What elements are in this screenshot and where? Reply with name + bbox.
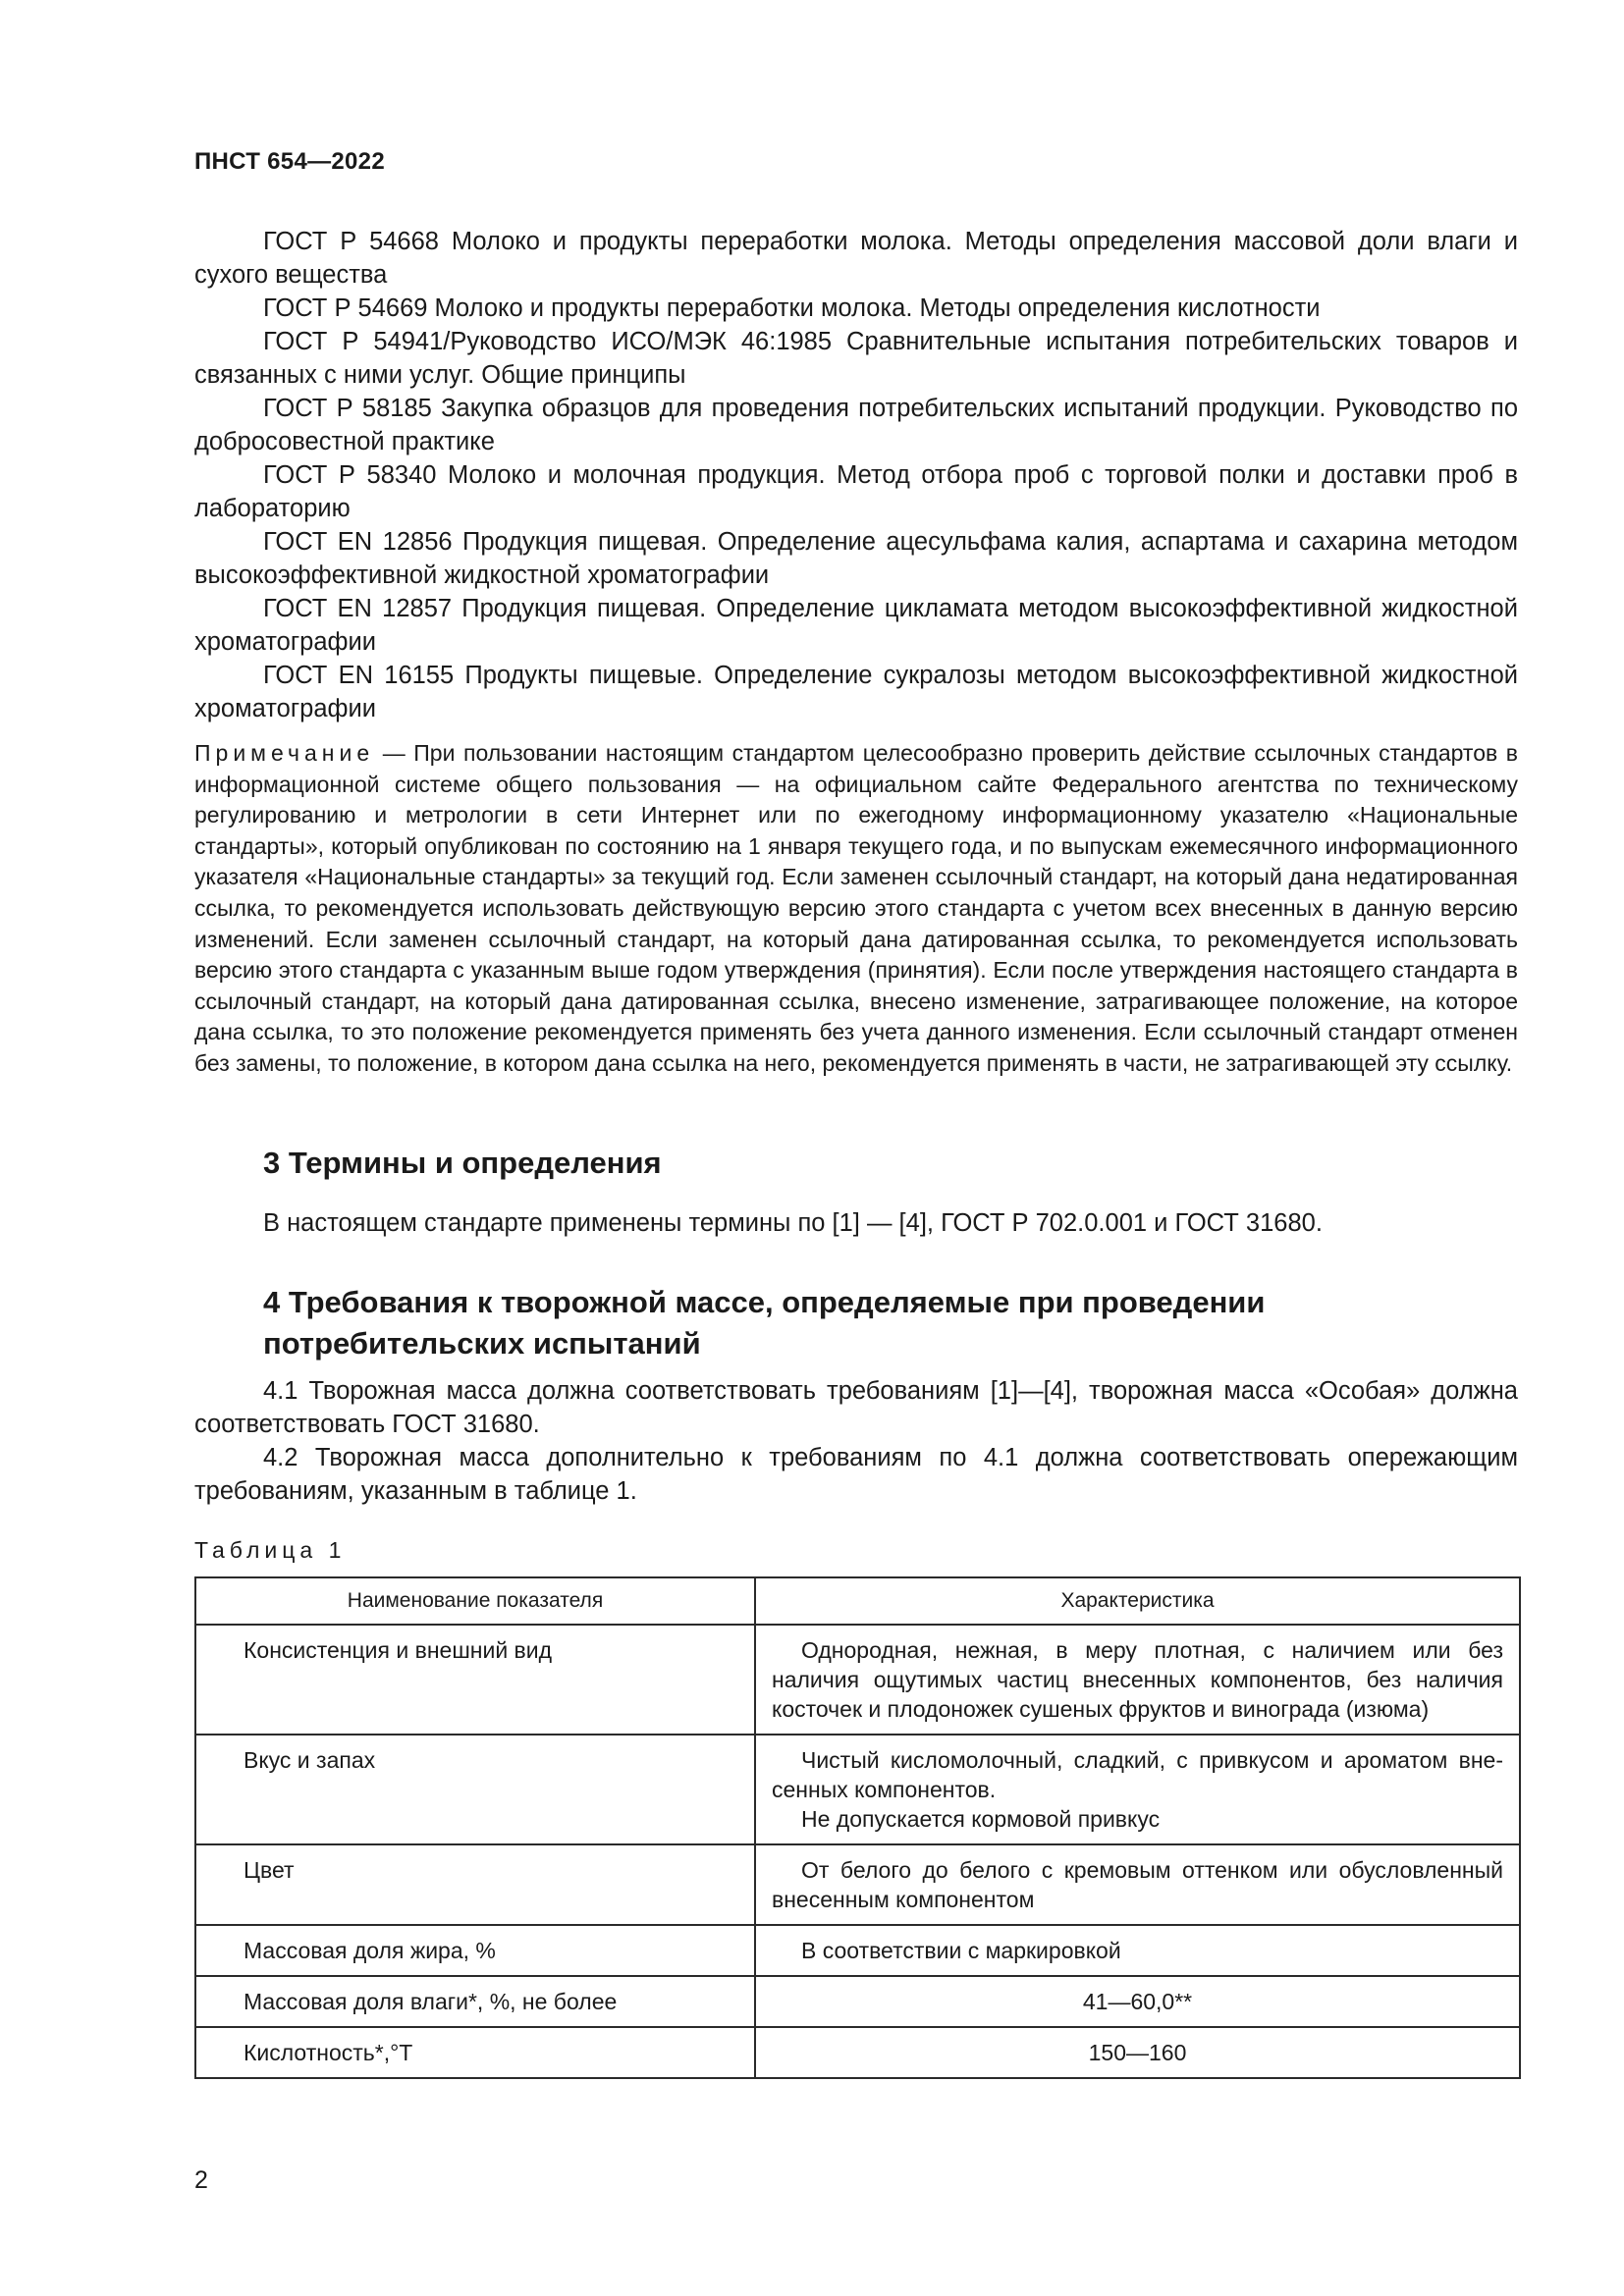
indicator-cell: Массовая доля влаги*, %, не более [195, 1976, 755, 2027]
note-text: — При пользовании настоящим стандартом целесообразно проверить действие ссылочных стандартов в информационной системе общего пользования — на официальном сайте Федерального агентства по техническому регулированию и метрологии в сети Интернет или по ежегодному информационному указателю «Национальные стандарты», который опубликован по состоянию на 1 января текущего года, и по выпускам ежемесячного информационного указателя «Национальные стандарты» за текущий год. Если заменен ссылочный стандарт, на который дана недатированная ссылка, то рекомендуется использовать действующую версию этого стандарта с учетом всех внесенных в данную версию изменений. Если заменен ссылочный стандарт, на который дана датированная ссылка, то рекомендуется использовать версию этого стандарта с указанным выше годом утверждения (принятия). Если после утверждения настоящего стандарта в ссылочный стандарт, на который дана датированная ссылка, внесено изменение, затрагивающее положение, на которое дана ссылка, то это положение рекомендуется применять без учета данного изменения. Если ссылочный стандарт отменен без замены, то положение, в котором дана ссылка на него, рекомендуется применять в части, не затрагивающей эту ссылку. [194, 740, 1518, 1076]
indicator-cell: Кислотность*,°Т [195, 2027, 755, 2078]
characteristic-text: Не допускается кормовой привкус [801, 1806, 1161, 1832]
characteristic-cell [755, 1625, 1520, 1735]
section-4-paragraph-1: 4.1 Творожная масса должна соответствовать требованиям [1]—[4], творожная масса «Особая» должна соответствовать ГОСТ 31680. [194, 1377, 1518, 1438]
indicator-cell: Цвет [195, 1844, 755, 1925]
characteristic-text: Однородная, нежная, в меру плотная, с наличием или без наличия ощутимых частиц внесенных компонентов, без наличия косточек и плодоножек сушеных фруктов и винограда (изюма) [772, 1637, 1503, 1722]
reference-item: ГОСТ Р 54668 Молоко и продукты переработки молока. Методы определения массовой доли влаги и сухого вещества [194, 228, 1518, 289]
characteristic-text: В соответствии с маркировкой [801, 1938, 1121, 1963]
reference-item: ГОСТ Р 58185 Закупка образцов для проведения потребительских испытаний продукции. Руководство по добросовестной практике [194, 395, 1518, 455]
normative-references-list [194, 225, 1518, 725]
requirements-table [194, 1576, 1521, 2079]
table-header-row [195, 1577, 1520, 1625]
characteristic-cell [755, 1735, 1520, 1844]
characteristic-cell [755, 1925, 1520, 1976]
note-label: Примечание [194, 740, 375, 766]
column-header-characteristic: Характеристика [755, 1577, 1520, 1625]
section-3-body [194, 1206, 1518, 1240]
document-id-header: ПНСТ 654—2022 [194, 148, 385, 175]
characteristic-cell [755, 1844, 1520, 1925]
reference-item: ГОСТ EN 16155 Продукты пищевые. Определение сукралозы методом высокоэффективной жидкостной хроматографии [194, 662, 1518, 722]
column-header-indicator: Наименование показателя [195, 1577, 755, 1625]
characteristic-cell: 41—60,0** [755, 1976, 1520, 2027]
section-3-heading: 3 Термины и определения [263, 1146, 662, 1180]
table-row [195, 1735, 1520, 1844]
table-row [195, 1925, 1520, 1976]
characteristic-text: Чистый кисломолочный, сладкий, с привкусом и ароматом внесенных компонентов. [772, 1747, 1503, 1802]
table-row [195, 1625, 1520, 1735]
characteristic-cell: 150—160 [755, 2027, 1520, 2078]
reference-item: ГОСТ EN 12856 Продукция пищевая. Определение ацесульфама калия, аспартама и сахарина методом высокоэффективной жидкостной хроматографии [194, 528, 1518, 589]
reference-item: ГОСТ EN 12857 Продукция пищевая. Определение цикламата методом высокоэффективной жидкостной хроматографии [194, 595, 1518, 656]
references-note [194, 738, 1518, 1080]
note-paragraph [194, 738, 1518, 1080]
page-number: 2 [194, 2166, 208, 2194]
indicator-cell: Консистенция и внешний вид [195, 1625, 755, 1735]
table-row [195, 2027, 1520, 2078]
reference-item: ГОСТ Р 58340 Молоко и молочная продукция. Метод отбора проб с торговой полки и доставки проб в лабораторию [194, 461, 1518, 522]
characteristic-text: От белого до белого с кремовым оттенком или обусловленный внесенным компонентом [772, 1857, 1503, 1912]
reference-item: ГОСТ Р 54941/Руководство ИСО/МЭК 46:1985 Сравнительные испытания потребительских товаров и связанных с ними услуг. Общие принципы [194, 328, 1518, 389]
section-3-paragraph: В настоящем стандарте применены термины по [1] — [4], ГОСТ Р 702.0.001 и ГОСТ 31680. [263, 1209, 1323, 1237]
table-caption: Таблица 1 [194, 1537, 347, 1563]
table-row [195, 1844, 1520, 1925]
section-4-heading: 4 Требования к творожной массе, определяемые при проведении потребительских испытаний [263, 1285, 1266, 1361]
section-4-body [194, 1374, 1518, 1508]
reference-item: ГОСТ Р 54669 Молоко и продукты переработки молока. Методы определения кислотности [263, 294, 1321, 322]
table-row [195, 1976, 1520, 2027]
indicator-cell: Вкус и запах [195, 1735, 755, 1844]
indicator-cell: Массовая доля жира, % [195, 1925, 755, 1976]
section-4-paragraph-2: 4.2 Творожная масса дополнительно к требованиям по 4.1 должна соответствовать опережающим требованиям, указанным в таблице 1. [194, 1444, 1518, 1505]
